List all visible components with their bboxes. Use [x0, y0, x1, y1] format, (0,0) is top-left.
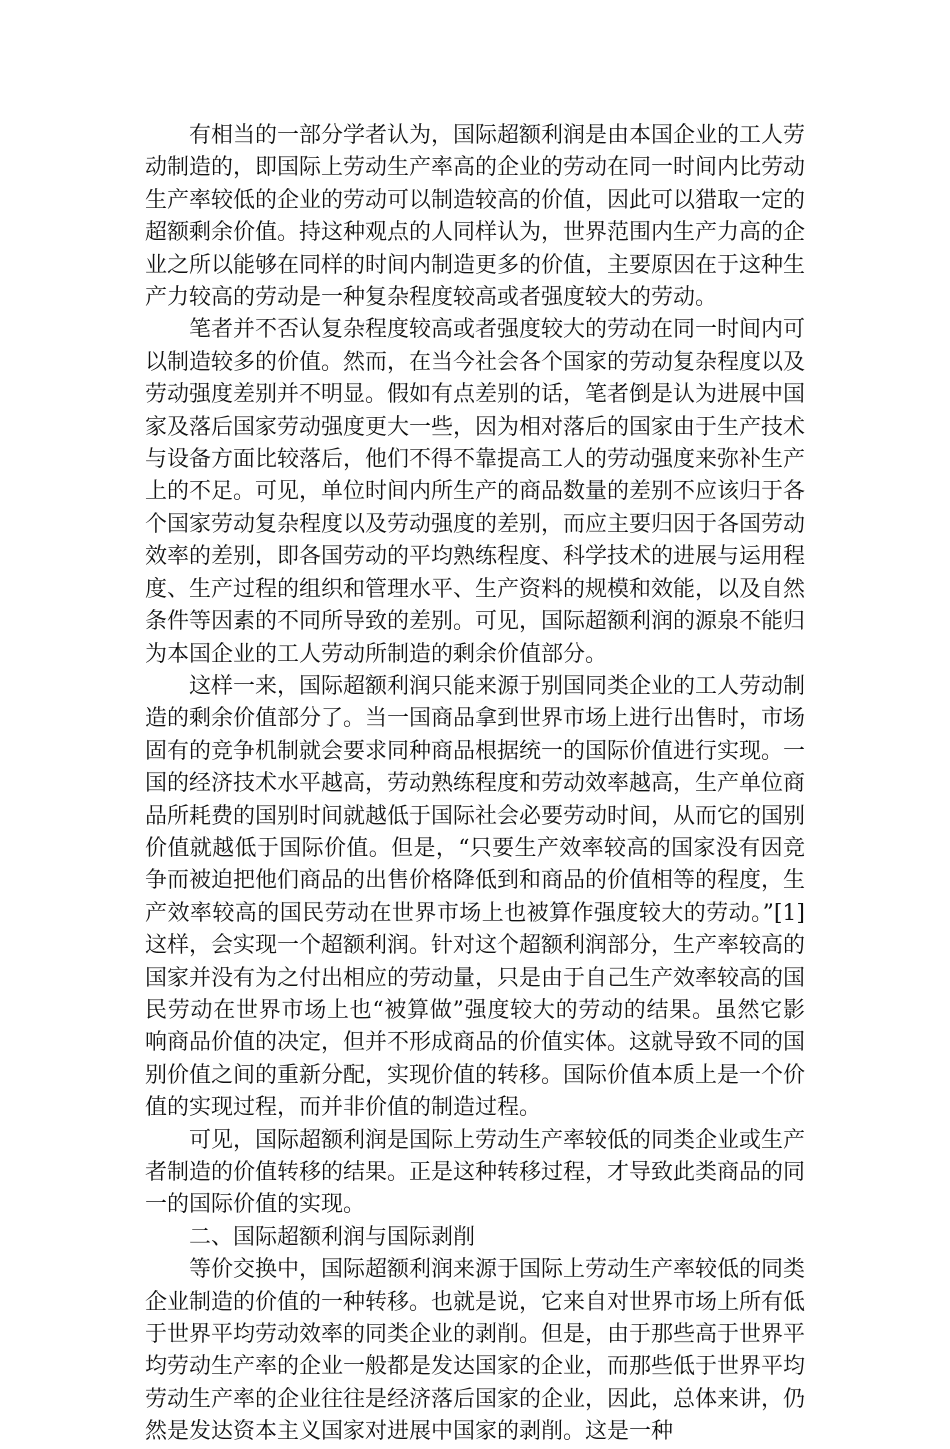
paragraph-4: 可见，国际超额利润是国际上劳动生产率较低的同类企业或生产者制造的价值转移的结果。正是这种转移过程，才导致此类商品的同一的国际价值的实现。	[145, 1127, 806, 1218]
section-heading: 二、国际超额利润与国际剥削	[189, 1224, 476, 1250]
paragraph-3: 这样一来，国际超额利润只能来源于别国同类企业的工人劳动制造的剩余价值部分了。当一国商品拿到世界市场上进行出售时，市场固有的竞争机制就会要求同种商品根据统一的国际价值进行实现。一国的经济技术水平越高，劳动熟练程度和劳动效率越高，生产单位商品所耗费的国别时间就越低于国际社会必要劳动时间，从而它的国别价值就越低于国际价值。但是，“只要生产效率较高的国家没有因竞争而被迫把他们商品的出售价格降低到和商品的价值相等的程度，生产效率较高的国民劳动在世界市场上也被算作强度较大的劳动。”[1]这样，会实现一个超额利润。针对这个超额利润部分，生产率较高的国家并没有为之付出相应的劳动量，只是由于自己生产效率较高的国民劳动在世界市场上也“被算做”强度较大的劳动的结果。虽然它影响商品价值的决定，但并不形成商品的价值实体。这就导致不同的国别价值之间的重新分配，实现价值的转移。国际价值本质上是一个价值的实现过程，而并非价值的制造过程。	[145, 673, 806, 1121]
paragraph-5: 等价交换中，国际超额利润来源于国际上劳动生产率较低的同类企业制造的价值的一种转移。也就是说，它来自对世界市场上所有低于世界平均劳动效率的同类企业的剥削。但是，由于那些高于世界平均劳动生产率的企业一般都是发达国家的企业，而那些低于世界平均劳动生产率的企业往往是经济落后国家的企业，因此，总体来讲，仍然是发达资本主义国家对进展中国家的剥削。这是一种	[145, 1257, 806, 1445]
paragraph-1: 有相当的一部分学者认为，国际超额利润是由本国企业的工人劳动制造的，即国际上劳动生产率高的企业的劳动在同一时间内比劳动生产率较低的企业的劳动可以制造较高的价值，因此可以猎取一定的超额剩余价值。持这种观点的人同样认为，世界范围内生产力高的企业之所以能够在同样的时间内制造更多的价值，主要原因在于这种生产力较高的劳动是一种复杂程度较高或者强度较大的劳动。	[145, 123, 806, 311]
paragraph-2: 笔者并不否认复杂程度较高或者强度较大的劳动在同一时间内可以制造较多的价值。然而，在当今社会各个国家的劳动复杂程度以及劳动强度差别并不明显。假如有点差别的话，笔者倒是认为进展中国家及落后国家劳动强度更大一些，因为相对落后的国家由于生产技术与设备方面比较落后，他们不得不靠提高工人的劳动强度来弥补生产上的不足。可见，单位时间内所生产的商品数量的差别不应该归于各个国家劳动复杂程度以及劳动强度的差别，而应主要归因于各国劳动效率的差别，即各国劳动的平均熟练程度、科学技术的进展与运用程度、生产过程的组织和管理水平、生产资料的规模和效能，以及自然条件等因素的不同所导致的差别。可见，国际超额利润的源泉不能归为本国企业的工人劳动所制造的剩余价值部分。	[145, 317, 806, 667]
document-page	[145, 120, 805, 1449]
